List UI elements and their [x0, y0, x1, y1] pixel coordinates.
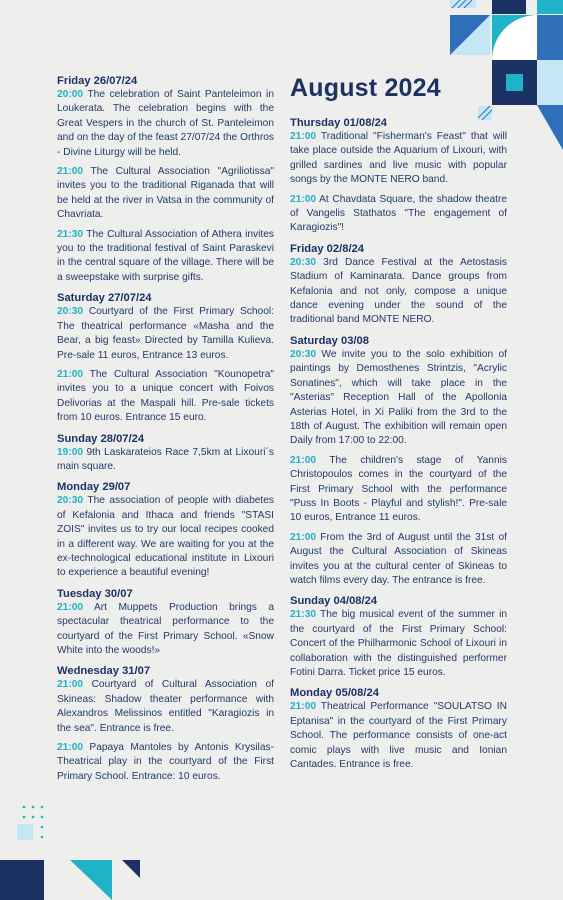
- event-time: 20:30: [290, 256, 317, 268]
- event-text: Courtyard of Cultural Association of Skineas: Shadow theater performance with Alexandros Melissinos entitled "Karagiozis in the sea". Entrance is free.: [57, 679, 274, 734]
- event-text: Courtyard of the First Primary School: The theatrical performance «Masha and the Bear, a big feast» Directed by Tamilla Kulieva. Pre-sale 11 euros, Entrance 13 euros.: [57, 306, 274, 361]
- event-text: The Cultural Association "Kounopetra" invites you to a unique concert with Foivos Delivorias at the Maspali hill. Pre-sale tickets from 10 euros. Entrance 15 euro.: [57, 368, 274, 424]
- day-block: [290, 334, 507, 589]
- left-column: [57, 74, 274, 790]
- event-time: 20:30: [290, 348, 317, 360]
- event-text: Papaya Mantoles by Antonis Krysilas- Theatrical play in the courtyard of the First Primary School. Entrance: 10 euros.: [57, 742, 274, 782]
- event-entry: [290, 700, 507, 772]
- day-heading: Saturday 27/07/24: [57, 292, 152, 305]
- event-time: 19:00: [57, 446, 84, 458]
- event-entry: [57, 88, 274, 160]
- day-heading: Thursday 01/08/24: [290, 117, 388, 129]
- event-entry: [290, 256, 507, 328]
- event-entry: [290, 531, 507, 589]
- event-time: 20:30: [57, 306, 84, 318]
- day-block: [57, 432, 274, 475]
- event-text: The celebration of Saint Panteleimon in Loukerata. The celebration begins with the Great Vespers in the church of St. Panteleimon and on the day of the feast 27/07/24 the Orthros - Divine Liturgy will be held.: [57, 89, 274, 158]
- event-time: 21:00: [57, 166, 84, 178]
- event-entry: [57, 601, 274, 659]
- event-entry: [290, 454, 507, 526]
- day-heading: Sunday 04/08/24: [290, 595, 378, 608]
- event-time: 21:00: [290, 454, 317, 466]
- day-heading: Wednesday 31/07: [57, 665, 151, 678]
- event-text: 9th Laskarateios Race 7,5km at Lixouri´s main square.: [57, 446, 274, 472]
- event-text: Art Muppets Production brings a spectacular theatrical performance to the courtyard of the First Primary School. «Snow White into the woods!»: [57, 601, 274, 656]
- event-entry: [290, 130, 507, 188]
- day-heading: Tuesday 30/07: [57, 587, 133, 600]
- event-text: The children's stage of Yannis Christopoulos comes in the courtyard of the First Primary School with the performance "Puss In Boots - Playful and stylish!". Pre-sale 10 euros, Entrance 11 euros.: [290, 454, 507, 524]
- event-entry: [57, 165, 274, 223]
- event-time: 21:30: [57, 228, 84, 240]
- day-heading: Friday 26/07/24: [57, 75, 138, 87]
- event-time: 20:00: [57, 89, 84, 100]
- day-heading: Friday 02/8/24: [290, 242, 365, 255]
- event-entry: [57, 368, 274, 426]
- event-entry: [290, 608, 507, 680]
- day-block: [57, 74, 274, 285]
- event-text: The association of people with diabetes of Kefalonia and Ithaca and friends "STASI ZOIS" invites us to try our local recipes cooked in a different way. We are waiting for you at the ex-technological educational institute in Lixouri to experience a beautiful evening!: [57, 495, 274, 579]
- event-entry: [57, 678, 274, 736]
- day-block: [290, 594, 507, 680]
- event-time: 21:00: [290, 193, 317, 205]
- day-block: [57, 480, 274, 580]
- right-column: [290, 116, 507, 778]
- event-text: From the 3rd of August until the 31st of August the Cultural Association of Skineas invites you at the cultural center of Skineas to watch films every day. The entrance is free.: [290, 531, 507, 586]
- event-time: 21:00: [57, 742, 84, 754]
- event-time: 21:00: [290, 701, 317, 713]
- event-entry: [290, 348, 507, 449]
- day-block: [57, 664, 274, 784]
- event-time: 21:30: [290, 609, 317, 621]
- event-time: 21:00: [57, 368, 84, 380]
- event-text: 3rd Dance Festival at the Aetostasis Stadium of Kaminarata. Dance groups from Kefalonia and not only, compose a unique dance evening under the sound of the traditional band MONTE NERO.: [290, 256, 507, 326]
- event-entry: [57, 494, 274, 580]
- day-heading: Saturday 03/08: [290, 334, 369, 347]
- bottom-left-geometric-decoration: [0, 800, 150, 900]
- month-title: August 2024: [290, 74, 441, 102]
- event-text: We invite you to the solo exhibition of paintings by Demosthenes Strintzis, "Acrylic Sonatines", which will take place in the "Asterias" Reception Hall of the Apollonia Asterias Hotel, in Xi Paliki from the 3rd to the 18th of August. The exhibition will remain open Daily from 17:00 to 22:00.: [290, 348, 507, 447]
- event-text: Traditional "Fisherman's Feast" that will take place outside the Aquarium of Lixouri, with grilled sardines and live music with popular songs by the MONTE NERO band.: [290, 131, 507, 186]
- event-time: 21:00: [57, 679, 84, 691]
- event-entry: [57, 305, 274, 363]
- event-entry: [57, 741, 274, 784]
- day-heading: Sunday 28/07/24: [57, 432, 145, 445]
- event-text: The big musical event of the summer in the courtyard of the First Primary School: Concert of the Philharmonic School of Lixouri in collaboration with the distinguished performer Fotini Darra. Ticket price 15 euros.: [290, 609, 507, 678]
- event-time: 21:00: [290, 131, 317, 142]
- day-block: [290, 116, 507, 236]
- event-text: The Cultural Association "Agriliotissa" invites you to the traditional Riganada that will be held at the river in Vatsa in the community of Chavriata.: [57, 166, 274, 221]
- event-time: 20:30: [57, 495, 84, 507]
- event-time: 21:00: [57, 601, 84, 613]
- event-entry: [57, 446, 274, 475]
- day-block: [290, 686, 507, 772]
- event-entry: [290, 193, 507, 236]
- day-heading: Monday 29/07: [57, 481, 131, 494]
- event-text: At Chavdata Square, the shadow theatre of Vangelis Stathatos "The engagement of Karagiozis"!: [290, 193, 507, 234]
- day-heading: Monday 05/08/24: [290, 687, 379, 700]
- day-block: [290, 242, 507, 328]
- event-text: Theatrical Performance "SOULATSO IN Eptanisa" in the courtyard of the First Primary School. The performance consists of one-act comic plays with live music and Ionian Cantades. Entrance is free.: [290, 701, 507, 771]
- event-entry: [57, 228, 274, 286]
- day-block: [57, 587, 274, 659]
- event-time: 21:00: [290, 531, 317, 543]
- event-text: The Cultural Association of Athera invites you to the traditional festival of Saint Paraskevi in the central square of the village. There will be a sweepstake with surprise gifts.: [57, 228, 274, 283]
- day-block: [57, 291, 274, 425]
